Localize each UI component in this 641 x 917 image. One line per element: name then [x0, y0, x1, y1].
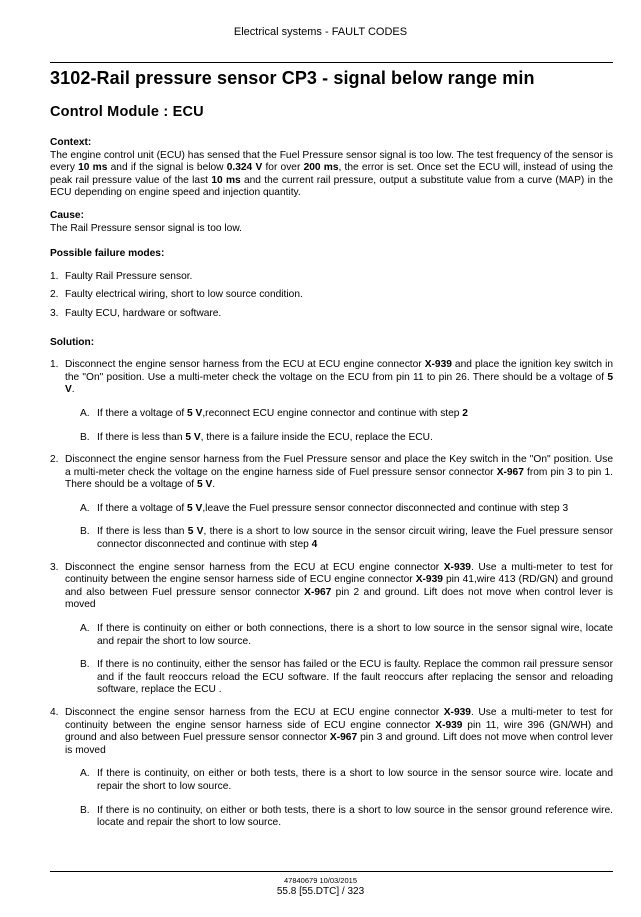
list-item: 2. Faulty electrical wiring, short to low source condition. — [50, 289, 303, 301]
solution-heading: Solution: — [50, 336, 95, 348]
failure-modes-heading: Possible failure modes: — [50, 248, 165, 260]
step-text: Disconnect the engine sensor harness from the ECU at ECU engine connector X-939. Use a multi-meter to test for continuity between the engine sensor harness side of ECU engine connector X-939 pin 41,wire 413 (RD/GN) and ground and also between Fuel pressure sensor connector X-967 pin 2 and ground. Lift does not move when control lever is moved — [65, 561, 613, 611]
solution-step-3: 3. Disconnect the engine sensor harness from the ECU at ECU engine connector X-939. Use a multi-meter to test for continuity between the engine sensor harness side of ECU engine connector X-939 pin 41,wire 413 (RD/GN) and ground and also between Fuel pressure sensor connector X-967 pin 2 and ground. Lift does not move when control lever is moved A. If there is continuity on either or both connections, there is a short to low source in the sensor signal wire, locate and repair the short to low source. B. If there is no continuity, either the sensor has failed or the ECU is faulty. Replace the common rail pressure sensor and if the fault reoccurs reload the ECU software. If the fault reoccurs after replacing the sensor and reloading software, replace the ECU . — [50, 561, 613, 696]
step-text: Disconnect the engine sensor harness from the Fuel Pressure sensor and place the Key switch in the "On" position. Use a multi-meter check the voltage on the engine harness side of Fuel pressure sensor connector X-967 from pin 3 to pin 1. There should be a voltage of 5 V. — [65, 454, 613, 491]
step-text: Disconnect the engine sensor harness from the ECU at ECU engine connector X-939 and place the ignition key switch in the "On" position. Use a multi-meter check the voltage on the ECU from pin 11 to pin 26. There should be a voltage of 5 V. — [65, 359, 613, 396]
substep-b: B. If there is less than 5 V, there is a failure inside the ECU, replace the ECU. — [80, 431, 433, 443]
document-body — [50, 137, 613, 840]
control-module-heading: Control Module : ECU — [50, 104, 204, 120]
solution-step-2: 2. Disconnect the engine sensor harness from the Fuel Pressure sensor and place the Key switch in the "On" position. Use a multi-meter check the voltage on the engine harness side of Fuel pressure sensor connector X-967 from pin 3 to pin 1. There should be a voltage of 5 V. A. If there a voltage of 5 V,leave the Fuel pressure sensor connector disconnected and continue with step 3 B. If there is less than 5 V, there is a short to low source in the sensor circuit wiring, leave the Fuel pressure sensor connector disconnected and continue with step 4 — [50, 454, 613, 551]
step-text: Disconnect the engine sensor harness from the ECU at ECU engine connector X-939. Use a multi-meter to test for continuity between the engine sensor harness side of ECU engine connector X-939 pin 11, wire 396 (GN/WH) and ground and also between Fuel pressure sensor connector X-967 pin 3 and ground. Lift does not move when control lever is moved — [65, 707, 613, 756]
page-header: Electrical systems - FAULT CODES — [233, 26, 408, 38]
failure-modes-list — [50, 271, 613, 321]
header-rule — [50, 62, 613, 63]
context-paragraph: The engine control unit (ECU) has sensed that the Fuel Pressure sensor signal is too low. The test frequency of the sensor is every 10 ms and if the signal is below 0.324 V for over 200 ms, the error is set. Once set the ECU will, instead of using the peak rail pressure value of the last 10 ms and the current rail pressure, output a substitute value from a curve (MAP) in the ECU depending on engine speed and injection quantity. — [50, 149, 613, 199]
substep-a: A. If there is continuity on either or both connections, there is a short to low source in the sensor signal wire, locate and repair the short to low source. — [80, 623, 613, 647]
solution-step-1: 1. Disconnect the engine sensor harness from the ECU at ECU engine connector X-939 and place the ignition key switch in the "On" position. Use a multi-meter check the voltage on the ECU from pin 11 to pin 26. There should be a voltage of 5 V. A. If there a voltage of 5 V,reconnect ECU engine connector and continue with step 2 B. If there is less than 5 V, there is a failure inside the ECU, replace the ECU. — [50, 359, 613, 443]
cause-heading: Cause: — [50, 209, 84, 221]
substep-b: B. If there is no continuity, on either or both tests, there is a short to low source in the sensor ground reference wire. locate and repair the short to low source. — [80, 804, 613, 829]
list-item: 3. Faulty ECU, hardware or software. — [50, 307, 222, 319]
footer-page-number: 55.8 [55.DTC] / 323 — [276, 886, 365, 897]
footer-rule — [50, 871, 613, 872]
substep-b: B. If there is no continuity, either the sensor has failed or the ECU is faulty. Replace the common rail pressure sensor and if the fault reoccurs reload the ECU software. If the fault reoccurs after replacing the sensor and reloading software, replace the ECU . — [80, 659, 613, 696]
footer-document-id: 47840679 10/03/2015 — [284, 876, 357, 885]
page-title: 3102-Rail pressure sensor CP3 - signal below range min — [50, 68, 535, 88]
substep-b: B. If there is less than 5 V, there is a short to low source in the sensor circuit wiring, leave the Fuel pressure sensor connector disconnected and continue with step 4 — [80, 526, 613, 551]
cause-paragraph: The Rail Pressure sensor signal is too low. — [50, 222, 242, 234]
substep-a: A. If there a voltage of 5 V,leave the Fuel pressure sensor connector disconnected and continue with step 3 — [80, 502, 569, 514]
substep-a: A. If there is continuity, on either or both tests, there is a short to low source in the sensor source wire. locate and repair the short to low source. — [80, 768, 613, 792]
substep-a: A. If there a voltage of 5 V,reconnect ECU engine connector and continue with step 2 — [80, 407, 468, 419]
context-heading: Context: — [50, 137, 92, 148]
list-item: 1. Faulty Rail Pressure sensor. — [50, 270, 193, 282]
solution-step-4: 4. Disconnect the engine sensor harness from the ECU at ECU engine connector X-939. Use a multi-meter to test for continuity between the engine sensor harness side of ECU engine connector X-939 pin 11, wire 396 (GN/WH) and ground and also between Fuel pressure sensor connector X-967 pin 3 and ground. Lift does not move when control lever is moved A. If there is continuity, on either or both tests, there is a short to low source in the sensor source wire. locate and repair the short to low source. B. If there is no continuity, on either or both tests, there is a short to low source in the sensor ground reference wire. locate and repair the short to low source. — [50, 707, 613, 829]
